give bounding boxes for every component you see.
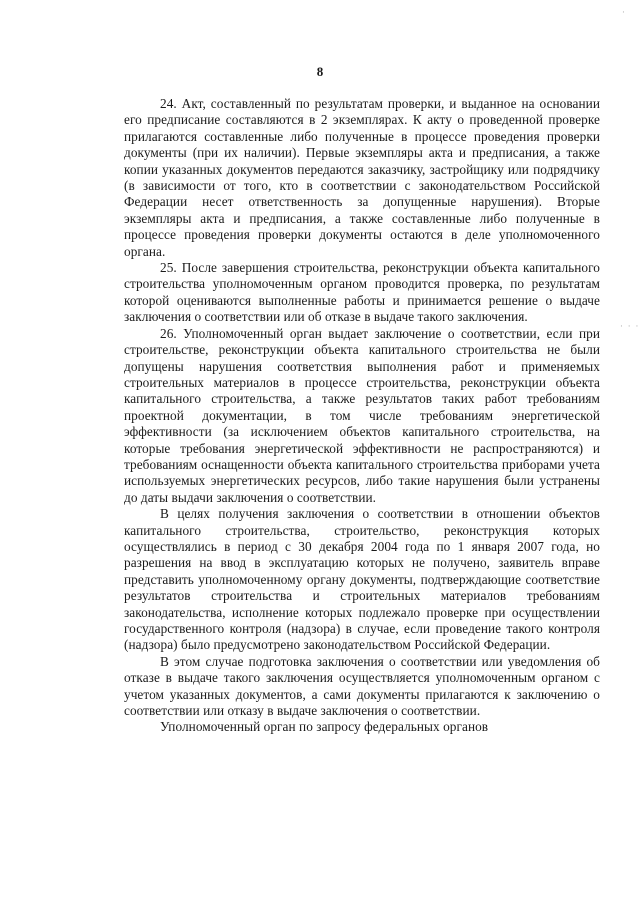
paragraph-24: 24. Акт, составленный по результатам проверки, и выданное на основании его предписание составляются в 2 экземплярах. К акту о проведенной проверке прилагаются составленные либо полученные в процессе проведения проверки документы (при их наличии). Первые экземпляры акта и предписания, а также копии указанных документов передаются заказчику, застройщику или подрядчику (в зависимости от того, кто в соответствии с законодательством Российской Федерации несет ответственность за допущенные нарушения). Вторые экземпляры акта и предписания, а также составленные либо полученные в процессе проведения проверки документы остаются в деле уполномоченного органа. xyxy=(124,96,600,259)
paragraph-legacy-objects: В целях получения заключения о соответствии в отношении объектов капитального строительства, строительство, реконструкция которых осуществлялись в период с 30 декабря 2004 года по 1 января 2007 года, но разрешения на ввод в эксплуатацию которых не получено, заявитель вправе представить уполномоченному органу документы, подтверждающие соответствие результатов строительства и строительных материалов требованиям законодательства, исполнение которых подлежало проверке при осуществлении государственного контроля (надзора) в случае, если проведение такого контроля (надзора) было предусмотрено законодательством Российской Федерации. xyxy=(124,506,600,653)
scan-artifact-top: · xyxy=(622,8,625,18)
paragraph-25: 25. После завершения строительства, реконструкции объекта капитального строительства уполномоченным органом проводится проверка, по результатам которой оцениваются выполненные работы и принимается решение о выдаче заключения о соответствии или об отказе в выдаче такого заключения. xyxy=(124,260,600,325)
paragraph-document-attachment: В этом случае подготовка заключения о соответствии или уведомления об отказе в выдаче такого заключения осуществляется уполномоченным органом с учетом указанных документов, а сами документы прилагаются к заключению о соответствии или отказу в выдаче заключения о соответствии. xyxy=(124,653,600,719)
page-number: 8 xyxy=(316,64,324,79)
paragraph-26: 26. Уполномоченный орган выдает заключение о соответствии, если при строительстве, реконструкции объекта капитального строительства не были допущены нарушения соответствия выполнения работ и применяемых строительных материалов в процессе строительства, реконструкции объекта капитального строительства, а также результатов таких работ требованиям проектной документации, в том числе требованиям энергетической эффективности (за исключением объектов капитального строительства, на которые требования энергетической эффективности не распространяются) и требованиям оснащенности объекта капитального строительства приборами учета используемых энергетических ресурсов, либо такие нарушения были устранены до даты выдачи заключения о соответствии. xyxy=(124,325,600,505)
document-body xyxy=(124,96,600,736)
scan-artifact-side: · · · xyxy=(620,322,640,332)
paragraph-federal-request: Уполномоченный орган по запросу федеральных органов xyxy=(160,719,489,735)
